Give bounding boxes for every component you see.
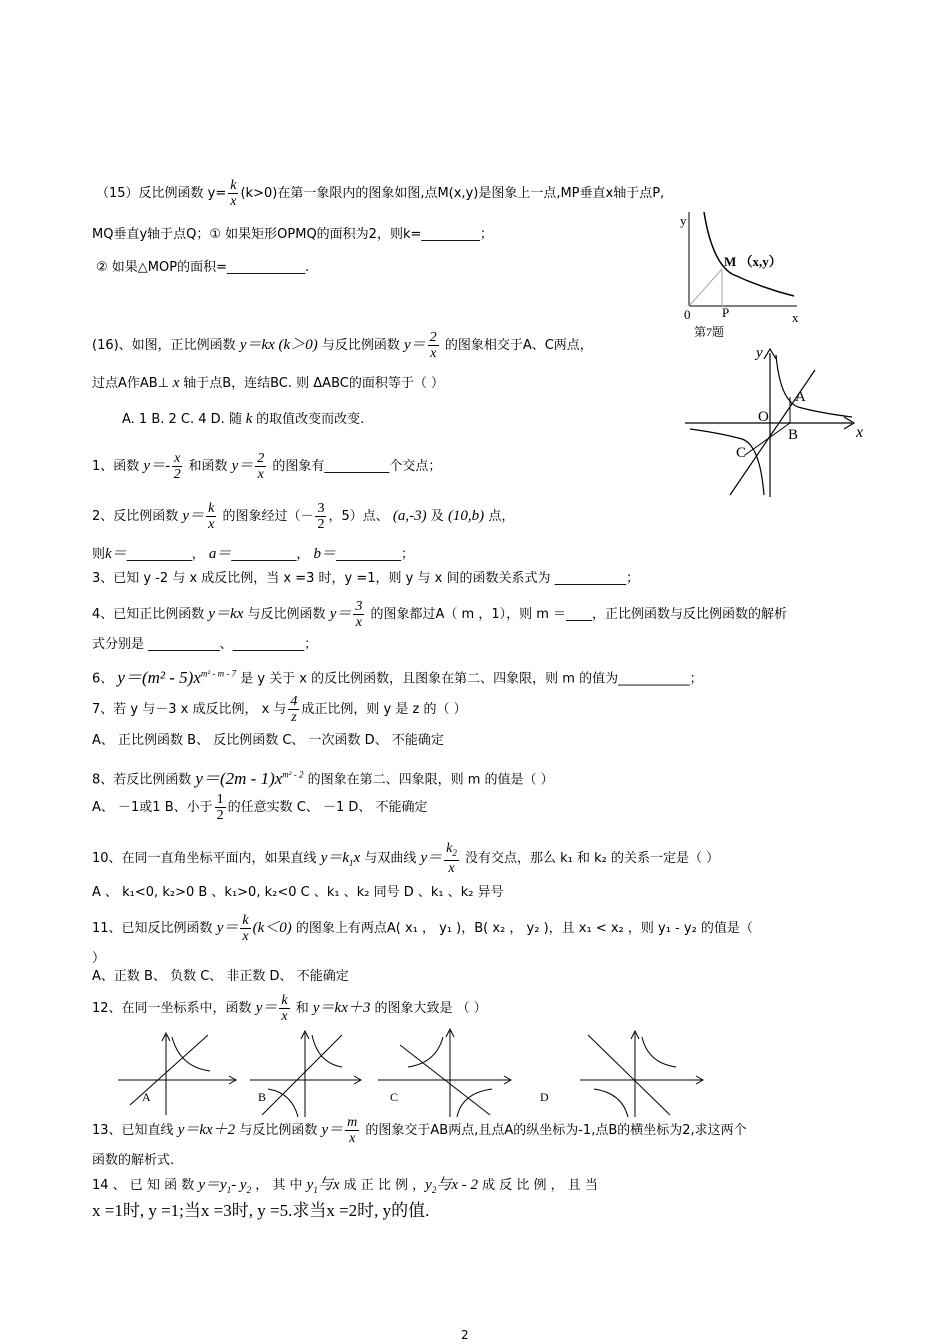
q12-label-d: D bbox=[540, 1090, 549, 1104]
fig16-y-label: y bbox=[756, 345, 763, 361]
q12-label-b: B bbox=[258, 1090, 267, 1104]
q12-graph-d bbox=[540, 1031, 703, 1117]
q4-line1: 4、已知正比例函数 y＝kx 与反比例函数 y＝ $\frac{3}{x}$ 的图象都过A（ m ，1），则 m ＝____，正比例函数与反比例函数的解析 bbox=[92, 599, 788, 630]
q16-line1: (16)、如图，正比例函数 y＝kx (k＞0) 与反比例函数 y＝ $\frac{2}{x}$ 的图象相交于A、C两点， bbox=[92, 330, 593, 361]
q7: 7、若 y 与－3 x 成反比例， x 与 $\frac{4}{z}$ 成正比例，则 y 是 z 的（ ） bbox=[92, 694, 467, 725]
fig16-o-label: O bbox=[758, 409, 769, 425]
q12-graph-b bbox=[250, 1031, 361, 1117]
figure-7-graph bbox=[672, 200, 812, 345]
fig7-y-label: y bbox=[680, 213, 687, 228]
fig16-b-label: B bbox=[788, 427, 799, 443]
q13-line1: 13、已知直线 y＝kx＋2 与反比例函数 y＝ $\frac{m}{x}$ 的图象交于AB两点,且点A的纵坐标为-1,点B的横坐标为2,求这两个 bbox=[92, 1115, 747, 1146]
q12-label-a: A bbox=[142, 1090, 151, 1104]
fig16-c-label: C bbox=[736, 445, 747, 461]
fig7-origin: 0 bbox=[684, 307, 691, 322]
q14-line2: x =1时, y =1;当x =3时, y =5.求当x =2时, y的值. bbox=[92, 1201, 430, 1220]
q1: 1、函数 y＝- $\frac{x}{2}$ 和函数 y＝ $\frac{2}{x}$ 的图象有__________个交点； bbox=[92, 451, 442, 482]
q11: 11、已知反比例函数 y＝ $\frac{k}{x}$ (k＜0) 的图象上有两点A( x₁ ， y₁ )，B( x₂ ， y₂ )，且 x₁ < x₂ ，则 y₁ - y₂ 的值是（ bbox=[92, 913, 753, 944]
q4-line2: 式分别是 ___________、___________； bbox=[92, 637, 318, 652]
fig16-a-label: A bbox=[795, 389, 806, 405]
page-number: 2 bbox=[461, 1328, 469, 1342]
q15-line3: ② 如果△MOP的面积=____________. bbox=[96, 260, 310, 275]
q15-line2: MQ垂直y轴于点Q；① 如果矩形OPMQ的面积为2，则k=_________； bbox=[92, 227, 493, 242]
q11-options: A、正数 B、 负数 C、 非正数 D、 不能确定 bbox=[92, 969, 349, 984]
fig7-p-label: P bbox=[722, 305, 730, 320]
fig7-m-label: M （x,y） bbox=[724, 254, 782, 269]
q12-label-c: C bbox=[390, 1090, 399, 1104]
q16-line2: 过点A作AB⊥ x 轴于点B，连结BC. 则 ΔABC的面积等于（ ） bbox=[92, 375, 444, 391]
fig16-x-label: x bbox=[856, 424, 864, 441]
fig7-caption: 第7题 bbox=[694, 325, 725, 339]
q11-close: ） bbox=[92, 951, 106, 966]
q3: 3、已知 y -2 与 x 成反比例，当 x =3 时，y =1，则 y 与 x 间的函数关系式为 ___________； bbox=[92, 571, 640, 586]
q7-options: A、 正比例函数 B、 反比例函数 C、 一次函数 D、 不能确定 bbox=[92, 733, 444, 748]
fig7-x-label: x bbox=[792, 310, 799, 325]
q2-line2: 则k＝__________， a＝__________， b＝__________； bbox=[92, 546, 415, 562]
q10: 10、在同一直角坐标平面内，如果直线 $y=k_1x$ 与双曲线 y＝ $\frac{k_2}{x}$ 没有交点，那么 k₁ 和 k₂ 的关系一定是（ ） bbox=[92, 840, 720, 877]
q6: 6、 $y=(m^2 - 5)x^{m^2 - m - 7}$ 是 y 关于 x 的反比例函数，且图象在第二、四象限，则 m 的值为___________； bbox=[92, 667, 703, 687]
q12-graph-a bbox=[118, 1033, 236, 1115]
q14-line1: 14 、 已 知 函 数 $y=y_1-$ $y_2$ ， 其 中 $y_1$与x 成 正 比 例 ，$y_2$与x - 2 成 反 比 例 ， 且 当 bbox=[92, 1177, 598, 1195]
q8-options: A、 －1或1 B、小于 $\frac{1}{2}$ 的任意实数 C、 －1 D、 不能确定 bbox=[92, 792, 428, 823]
q12: 12、在同一坐标系中，函数 y＝ $\frac{k}{x}$ 和 y＝kx＋3 的图象大致是 （ ） bbox=[92, 993, 487, 1024]
q16-options: A. 1 B. 2 C. 4 D. 随 k 的取值改变而改变. bbox=[122, 411, 365, 427]
q12-graph-c bbox=[378, 1029, 511, 1117]
q8: 8、若反比例函数 $y=(2m - 1)x^{m^2 - 2}$ 的图象在第二、四象限，则 m 的值是（ ） bbox=[92, 768, 554, 788]
q15-line1: （15）反比例函数 y= $\frac{k}{x}$ (k>0)在第一象限内的图象如图,点M(x,y)是图象上一点,MP垂直x轴于点P, bbox=[96, 178, 665, 209]
figure-16-graph bbox=[680, 345, 870, 505]
q10-options: A 、 k₁<0, k₂>0 B 、k₁>0, k₂<0 C 、k₁ 、k₂ 同号 D 、k₁ 、k₂ 异号 bbox=[92, 885, 504, 900]
q12-option-graphs bbox=[110, 1025, 720, 1120]
q13-line2: 函数的解析式. bbox=[92, 1153, 175, 1168]
q2-line1: 2、反比例函数 y＝ $\frac{k}{x}$ 的图象经过（－ $\frac{3}{2}$ ，5）点、 (a,-3) 及 (10,b) 点， bbox=[92, 501, 515, 532]
